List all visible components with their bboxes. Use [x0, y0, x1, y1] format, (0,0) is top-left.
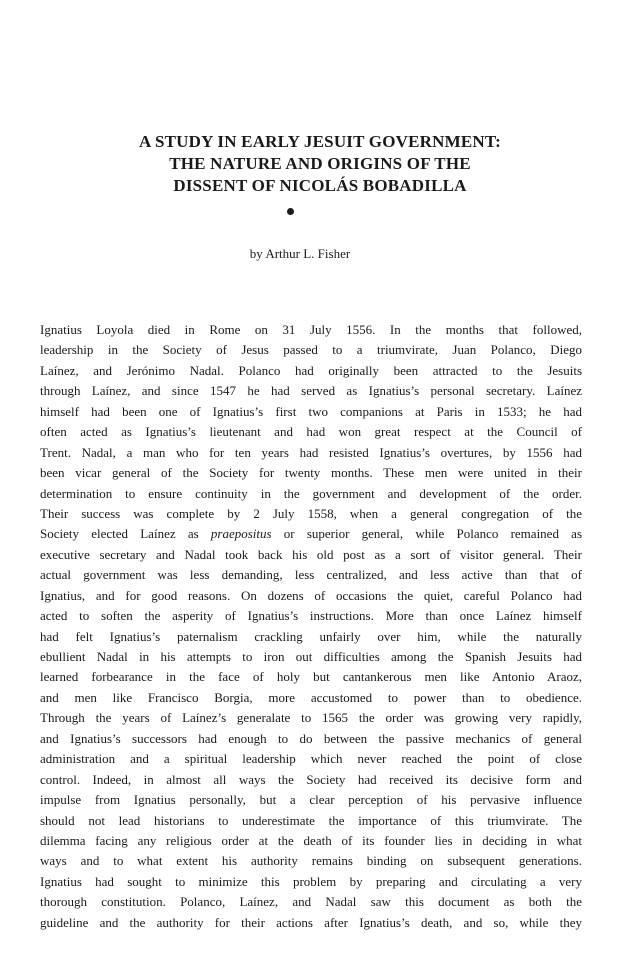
- body-line: Ignatius had sought to minimize this problem by preparing and circulating a very: [40, 873, 582, 889]
- body-line: acted to soften the asperity of Ignatius’s instructions. More than once Laínez himself: [40, 608, 582, 624]
- body-line: leadership in the Society of Jesus passed to a triumvirate, Juan Polanco, Diego: [40, 342, 582, 358]
- body-line: and men like Francisco Borgia, more accustomed to power than to obedience.: [40, 689, 582, 705]
- body-line: learned forbearance in the face of holy but cantankerous men like Antonio Araoz,: [40, 669, 582, 685]
- body-line: Through the years of Laínez’s generalate to 1565 the order was growing very rapidly,: [40, 710, 582, 726]
- author-byline: by Arthur L. Fisher: [249, 246, 351, 261]
- body-line: through Laínez, and since 1547 he had served as Ignatius’s personal secretary. Laínez: [40, 383, 582, 399]
- body-line: executive secretary and Nadal took back his old post as a sort of visitor general. Their: [40, 546, 582, 562]
- body-line: should not lead historians to underestimate the importance of this triumvirate. The: [40, 812, 582, 828]
- title-line-3: DISSENT OF NICOLÁS BOBADILLA: [173, 176, 467, 195]
- body-line: had felt Ignatius’s paternalism crackling unfairly over him, while the naturally: [40, 628, 582, 644]
- body-line: ebullient Nadal in his attempts to iron out difficulties among the Spanish Jesuits had: [40, 649, 582, 664]
- body-line: thorough constitution. Polanco, Laínez, and Nadal saw this document as both the: [40, 894, 582, 910]
- body-line: determination to ensure continuity in the government and development of the order.: [40, 485, 582, 501]
- article-body: [40, 320, 582, 933]
- body-line: Ignatius, and for good reasons. On dozens of occasions the quiet, careful Polanco had: [40, 587, 582, 603]
- body-line: Laínez, and Jerónimo Nadal. Polanco had originally been attracted to the Jesuits: [40, 362, 582, 378]
- body-line: often acted as Ignatius’s lieutenant and had won great respect at the Council of: [40, 424, 582, 440]
- body-line: actual government was less demanding, less centralized, and less active than that of: [40, 567, 582, 583]
- body-line: impulse from Ignatius personally, but a clear perception of his pervasive influence: [40, 792, 582, 808]
- body-line: and Ignatius’s successors had enough to do between the passive mechanics of general: [40, 730, 582, 746]
- body-line: dilemma facing any religious order at the death of its founder lies in deciding in what: [40, 832, 582, 848]
- body-line: Ignatius Loyola died in Rome on 31 July 1556. In the months that followed,: [40, 322, 582, 337]
- title-line-2: THE NATURE AND ORIGINS OF THE: [169, 154, 471, 173]
- body-line: been vicar general of the Society for twenty months. These men were united in their: [40, 465, 582, 481]
- ornament-bullet-icon: [287, 208, 294, 215]
- body-line: administration and a spiritual leadership which never reached the point of close: [40, 751, 582, 767]
- body-line: Trent. Nadal, a man who for ten years had resisted Ignatius’s overtures, by 1556 had: [40, 444, 582, 460]
- title-line-1: A STUDY IN EARLY JESUIT GOVERNMENT:: [138, 132, 502, 151]
- article-title: [0, 131, 640, 197]
- body-line: ways and to what extent his authority remains binding on subsequent generations.: [40, 853, 582, 869]
- italic-term: praepositus: [210, 526, 272, 542]
- body-line: himself had been one of Ignatius’s first two companions at Paris in 1533; he had: [40, 403, 582, 419]
- body-line: Their success was complete by 2 July 1558, when a general congregation of the: [40, 505, 582, 521]
- body-line: control. Indeed, in almost all ways the Society had received its decisive form and: [40, 771, 582, 787]
- body-line: Society elected Laínez as praepositus or superior general, while Polanco remained as: [40, 526, 582, 542]
- body-line: guideline and the authority for their actions after Ignatius’s death, and so, while they: [40, 914, 582, 930]
